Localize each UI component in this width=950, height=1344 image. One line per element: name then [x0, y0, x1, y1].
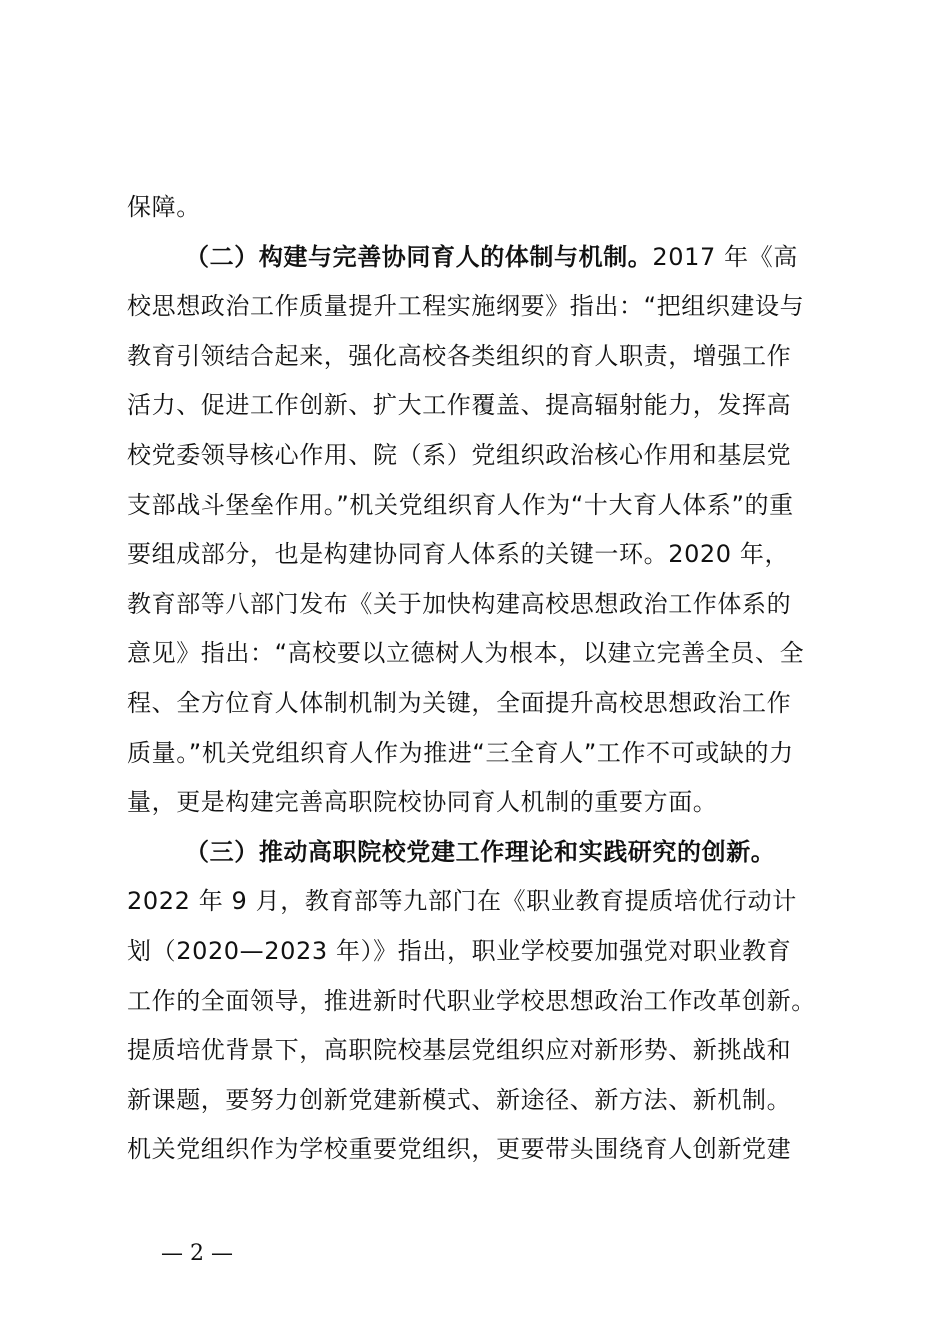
- text-line: 质量。”机关党组织育人作为推进“三全育人”工作不可或缺的力: [127, 738, 794, 767]
- section-2-number: （二）: [185, 242, 259, 271]
- text-line: 活力、促进工作创新、扩大工作覆盖、提高辐射能力，发挥高: [127, 391, 792, 420]
- text-line: 支部战斗堡垒作用。”机关党组织育人作为“十大育人体系”的重: [127, 490, 794, 519]
- text-line: 划（2020—2023 年）》指出，职业学校要加强党对职业教育: [127, 936, 792, 965]
- text-line: 工作的全面领导，推进新时代职业学校思想政治工作改革创新。: [127, 986, 816, 1015]
- page-number: — 2 —: [161, 1241, 233, 1266]
- section-2-lead-text: 2017 年《高: [652, 242, 798, 271]
- text-line: 校思想政治工作质量提升工程实施纲要》指出：“把组织建设与: [127, 292, 805, 321]
- section-2-heading: 构建与完善协同育人的体制与机制。: [258, 242, 653, 271]
- section-3-number: （三）: [185, 837, 259, 866]
- section-3-first-line: [127, 828, 835, 878]
- text-line: 保障。: [127, 193, 201, 221]
- text-line: 提质培优背景下，高职院校基层党组织应对新形势、新挑战和: [127, 1036, 792, 1065]
- section-3-heading: 推动高职院校党建工作理论和实践研究的创新。: [258, 837, 776, 866]
- text-line: 教育引领结合起来，强化高校各类组织的育人职责，增强工作: [127, 341, 792, 370]
- text-line: 量，更是构建完善高职院校协同育人机制的重要方面。: [127, 788, 718, 817]
- text-line: 程、全方位育人体制机制为关键，全面提升高校思想政治工作: [127, 688, 792, 717]
- text-line: 教育部等八部门发布《关于加快构建高校思想政治工作体系的: [127, 589, 792, 618]
- text-line: 意见》指出：“高校要以立德树人为根本，以建立完善全员、全: [127, 639, 805, 668]
- section-2-first-line: [127, 233, 835, 283]
- text-line: 要组成部分，也是构建协同育人体系的关键一环。2020 年，: [127, 540, 790, 569]
- text-line: 新课题，要努力创新党建新模式、新途径、新方法、新机制。: [127, 1085, 792, 1114]
- text-line: 机关党组织作为学校重要党组织，更要带头围绕育人创新党建: [127, 1135, 792, 1164]
- text-line: 校党委领导核心作用、院（系）党组织政治核心作用和基层党: [127, 440, 792, 469]
- document-body: [127, 183, 835, 1175]
- text-line: 2022 年 9 月，教育部等九部门在《职业教育提质培优行动计: [127, 887, 797, 916]
